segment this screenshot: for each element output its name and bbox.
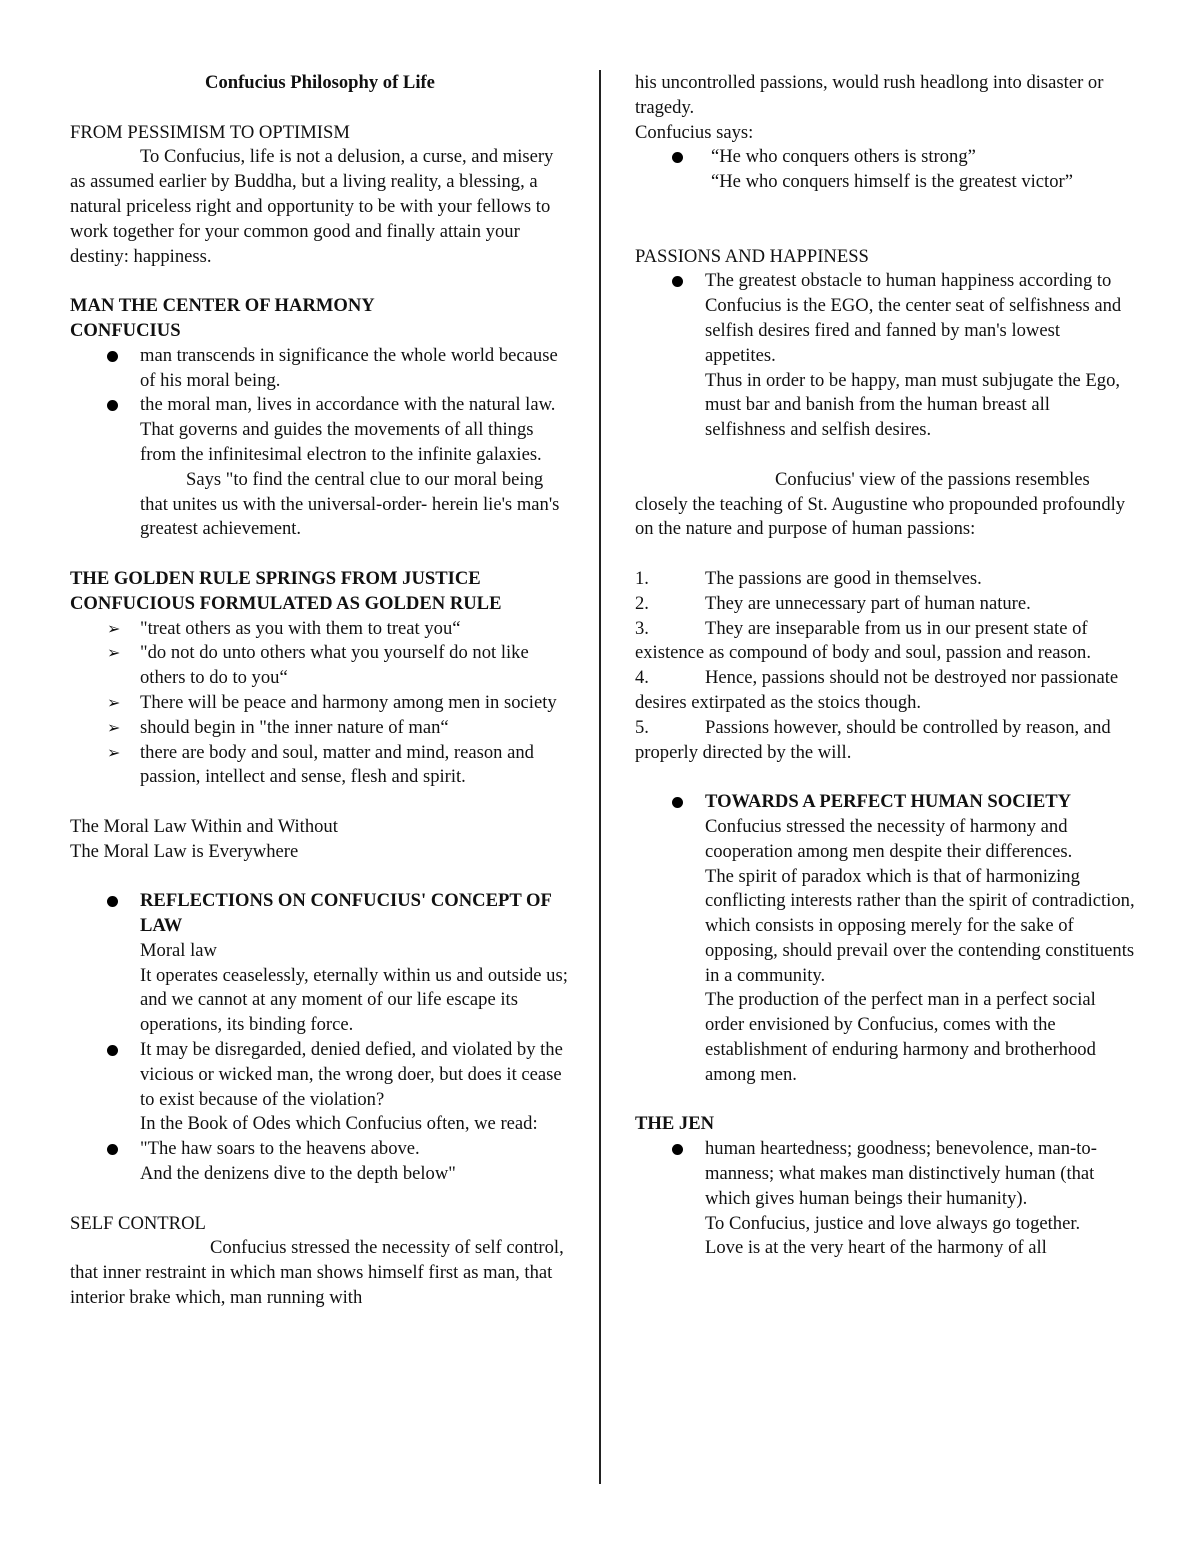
list-item xyxy=(635,1137,1135,1261)
list-item-text: the moral man, lives in accordance with the natural law. That governs and guides the movements of all things from the infinitesimal electron to the infinite galaxies. xyxy=(140,394,556,465)
item-text: They are inseparable from us in our present state of existence as compound of body and soul, passion and reason. xyxy=(635,617,1091,664)
list-item xyxy=(70,393,570,542)
bullet-icon xyxy=(107,393,127,418)
moral-law-line-2: The Moral Law is Everywhere xyxy=(70,840,299,862)
quote-text: “He who conquers others is strong” xyxy=(711,146,976,168)
numbered-item xyxy=(635,592,1135,617)
harmony-list xyxy=(70,344,570,542)
list-item-text: And the denizens dive to the depth below" xyxy=(140,1163,456,1185)
item-text: Hence, passions should not be destroyed nor passionate desires extirpated as the stoics though. xyxy=(635,667,1119,713)
list-item xyxy=(70,344,570,394)
operates-paragraph: It operates ceaselessly, eternally within us and outside us; and we cannot at any moment of our life escape its operations, its binding force. xyxy=(140,964,568,1036)
arrow-bullet-icon: ➢ xyxy=(107,717,121,737)
pessimism-heading: FROM PESSIMISM TO OPTIMISM xyxy=(70,121,350,143)
list-item-text: human heartedness; goodness; benevolence, man-to-manness; what makes man distinctively human (that which gives human beings their humanity). xyxy=(705,1138,1097,1209)
list-item xyxy=(70,741,570,791)
item-number: 2. xyxy=(635,592,649,614)
list-item-text: The greatest obstacle to human happiness according to Confucius is the EGO, the center seat of selfishness and selfish desires fired and fanned by man's lowest appetites. xyxy=(705,270,1122,366)
reflections-list xyxy=(70,889,570,1187)
moral-law-line-1: The Moral Law Within and Without xyxy=(70,815,338,837)
harmony-heading-line-1: MAN THE CENTER OF HARMONY xyxy=(70,295,375,317)
society-list xyxy=(635,790,1135,1088)
moral-law-text: Moral law xyxy=(140,939,217,961)
item-text: They are unnecessary part of human nature. xyxy=(705,592,1031,614)
jen-heading: THE JEN xyxy=(635,1113,715,1135)
golden-heading-line-2: CONFUCIOUS FORMULATED AS GOLDEN RULE xyxy=(70,592,502,614)
bullet-icon xyxy=(672,145,692,170)
item-text: The passions are good in themselves. xyxy=(705,567,982,589)
list-item xyxy=(635,145,1135,195)
reflections-heading: REFLECTIONS ON CONFUCIUS' CONCEPT OF LAW xyxy=(140,890,552,937)
list-item xyxy=(635,269,1135,443)
left-column xyxy=(70,71,570,1311)
bullet-icon xyxy=(107,889,127,914)
numbered-list xyxy=(635,567,1135,765)
arrow-bullet-icon: ➢ xyxy=(107,742,121,762)
golden-rule-list xyxy=(70,617,570,791)
thus-paragraph: Thus in order to be happy, man must subjugate the Ego, must bar and banish from the human breast all selfishness and selfish desires. xyxy=(705,369,1121,441)
continuation-paragraph: his uncontrolled passions, would rush headlong into disaster or tragedy. xyxy=(635,72,1104,118)
society-paragraph: The spirit of paradox which is that of harmonizing conflicting interests rather than the spirit of contradiction, which consists in opposing merely for the sake of opposing, should prevail over the contending constituents in a community. xyxy=(705,865,1135,986)
list-item xyxy=(70,889,570,1038)
list-item xyxy=(70,1137,570,1187)
jen-list xyxy=(635,1137,1135,1261)
golden-rule-heading xyxy=(70,567,570,617)
passions-heading: PASSIONS AND HAPPINESS xyxy=(635,245,869,267)
book-of-odes-text: In the Book of Odes which Confucius often, we read: xyxy=(140,1113,538,1135)
bullet-icon xyxy=(672,790,692,815)
list-item xyxy=(70,691,570,716)
arrow-bullet-icon: ➢ xyxy=(107,643,121,663)
list-item xyxy=(70,641,570,691)
confucius-says: Confucius says: xyxy=(635,121,754,143)
list-item-text: "The haw soars to the heavens above. xyxy=(140,1138,420,1160)
numbered-item xyxy=(635,716,1135,766)
society-heading: TOWARDS A PERFECT HUMAN SOCIETY xyxy=(705,791,1072,813)
quote-text: “He who conquers himself is the greatest victor” xyxy=(711,171,1073,193)
pessimism-paragraph: To Confucius, life is not a delusion, a curse, and misery as assumed earlier by Buddha, but a living reality, a blessing, a natural priceless right and opportunity to be with your fellows to work together for your common good and finally attain your destiny: happiness. xyxy=(70,146,554,267)
list-item xyxy=(70,716,570,741)
harmony-heading xyxy=(70,294,570,344)
list-item-text: "do not do unto others what you yourself do not like others to do to you“ xyxy=(140,642,529,689)
bullet-icon xyxy=(107,1038,127,1063)
passions-list xyxy=(635,269,1135,443)
item-number: 5. xyxy=(635,716,649,738)
list-item-text: It may be disregarded, denied defied, and violated by the vicious or wicked man, the wrong doer, but does it cease to exist because of the violation? xyxy=(140,1039,563,1110)
harmony-heading-line-2: CONFUCIUS xyxy=(70,319,181,341)
arrow-bullet-icon: ➢ xyxy=(107,692,121,712)
page-title: Confucius Philosophy of Life xyxy=(205,72,435,93)
augustine-paragraph: Confucius' view of the passions resembles closely the teaching of St. Augustine who propounded profoundly on the nature and purpose of human passions: xyxy=(635,468,1126,540)
right-column xyxy=(635,71,1135,1261)
arrow-bullet-icon: ➢ xyxy=(107,618,121,638)
society-paragraph: Confucius stressed the necessity of harmony and cooperation among men despite their differences. xyxy=(705,815,1073,862)
quotes-list xyxy=(635,145,1135,195)
self-control-heading: SELF CONTROL xyxy=(70,1212,206,1234)
jen-justice-text: To Confucius, justice and love always go together. xyxy=(705,1212,1081,1234)
item-number: 1. xyxy=(635,567,649,589)
golden-heading-line-1: THE GOLDEN RULE SPRINGS FROM JUSTICE xyxy=(70,567,481,589)
list-item xyxy=(635,790,1135,1088)
numbered-item xyxy=(635,617,1135,667)
list-item xyxy=(70,1038,570,1137)
jen-love-text: Love is at the very heart of the harmony of all xyxy=(705,1237,1047,1259)
bullet-icon xyxy=(672,269,692,294)
list-item-text: man transcends in significance the whole world because of his moral being. xyxy=(140,344,558,391)
bullet-icon xyxy=(107,1137,127,1162)
list-item-text: "treat others as you with them to treat you“ xyxy=(140,617,461,639)
numbered-item xyxy=(635,666,1135,716)
item-number: 4. xyxy=(635,667,649,689)
list-item-text: should begin in "the inner nature of man“ xyxy=(140,716,449,738)
column-divider xyxy=(599,70,601,1484)
bullet-icon xyxy=(107,344,127,369)
says-paragraph: Says "to find the central clue to our moral being that unites us with the universal-order- herein lie's man's greatest achievement. xyxy=(140,468,560,540)
self-control-paragraph: Confucius stressed the necessity of self control, that inner restraint in which man shows himself first as man, that interior brake which, man running with xyxy=(70,1237,564,1309)
list-item-text: There will be peace and harmony among men in society xyxy=(140,691,557,713)
society-paragraph: The production of the perfect man in a perfect social order envisioned by Confucius, comes with the establishment of enduring harmony and brotherhood among men. xyxy=(705,989,1096,1085)
item-text: Passions however, should be controlled by reason, and properly directed by the will. xyxy=(635,716,1111,763)
item-number: 3. xyxy=(635,617,649,639)
list-item-text: there are body and soul, matter and mind, reason and passion, intellect and sense, flesh and spirit. xyxy=(140,741,534,788)
bullet-icon xyxy=(672,1137,692,1162)
numbered-item xyxy=(635,567,1135,592)
list-item xyxy=(70,617,570,642)
